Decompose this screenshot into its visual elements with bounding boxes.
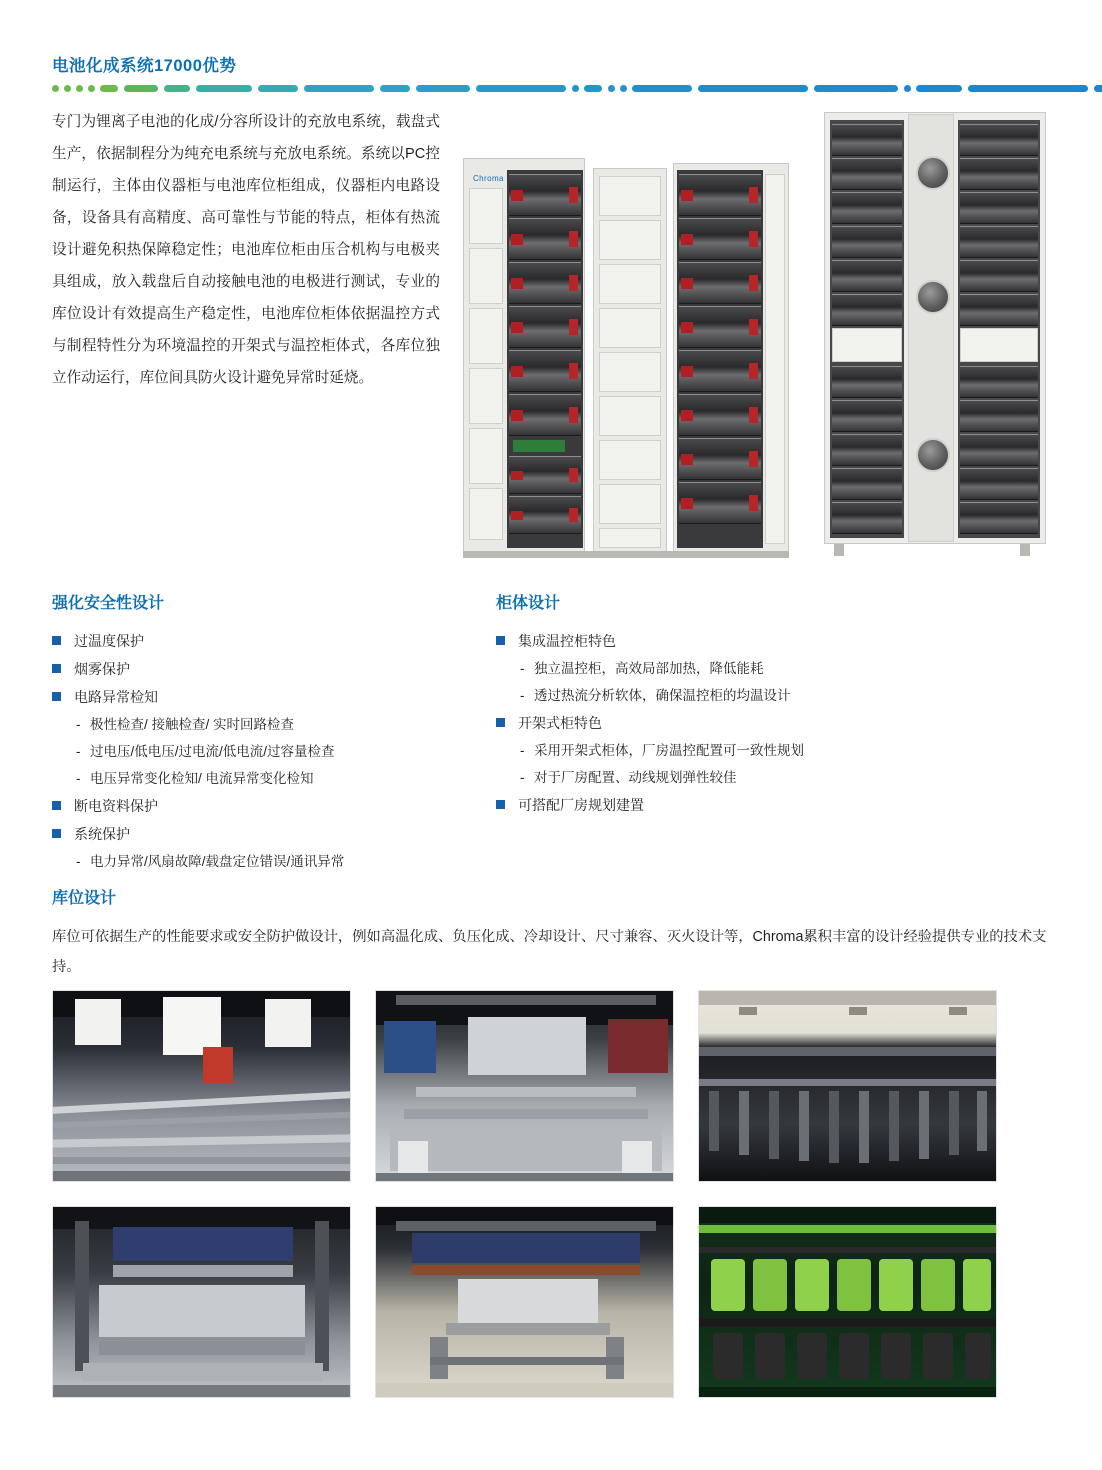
list-item: - 采用开架式柜体，厂房温控配置可一致性规划 — [496, 737, 966, 764]
hero-image-open-rack — [820, 108, 1050, 560]
cabinet-design-list — [496, 627, 966, 819]
list-item: 烟雾保护 — [52, 655, 482, 683]
list-item: - 透过热流分析软体，确保温控柜的均温设计 — [496, 682, 966, 709]
list-item: 过温度保护 — [52, 627, 482, 655]
photo-tray-conveyor-line — [52, 990, 351, 1182]
list-item: 可搭配厂房规划建置 — [496, 791, 966, 819]
cabinet-design-title: 柜体设计 — [496, 595, 561, 612]
photo-grid — [52, 990, 1052, 1398]
cabinet-brand-label: Chroma — [473, 174, 504, 183]
list-item: - 极性检查/ 接触检查/ 实时回路检查 — [52, 711, 482, 738]
safety-design-column — [52, 590, 482, 875]
list-item: 断电资料保护 — [52, 792, 482, 820]
storage-design-section — [52, 885, 1052, 982]
safety-design-list — [52, 627, 482, 875]
photo-press-mechanism-front — [52, 1206, 351, 1398]
photo-tray-loading-station — [375, 1206, 674, 1398]
list-item: - 独立温控柜，高效局部加热，降低能耗 — [496, 655, 966, 682]
list-item: 开架式柜特色 — [496, 709, 966, 737]
list-item: 系统保护 — [52, 820, 482, 848]
list-item: 集成温控柜特色 — [496, 627, 966, 655]
storage-design-title: 库位设计 — [52, 890, 117, 907]
list-item: - 对于厂房配置、动线规划弹性较佳 — [496, 764, 966, 791]
list-item: - 过电压/低电压/过电流/低电流/过容量检查 — [52, 738, 482, 765]
cabinet-design-column — [496, 590, 966, 819]
decorative-dot-rule — [52, 84, 1050, 92]
photo-electrode-fixture-array — [698, 990, 997, 1182]
photo-capacitor-board-green — [698, 1206, 997, 1398]
storage-design-body: 库位可依据生产的性能要求或安全防护做设计，例如高温化成、负压化成、冷却设计、尺寸兼容、灭火设计等，Chroma累积丰富的设计经验提供专业的技术支持。 — [52, 929, 1047, 975]
list-item: - 电压异常变化检知/ 电流异常变化检知 — [52, 765, 482, 792]
list-item: - 电力异常/风扇故障/载盘定位错误/通讯异常 — [52, 848, 482, 875]
safety-design-title: 强化安全性设计 — [52, 595, 165, 612]
intro-paragraph: 专门为锂离子电池的化成/分容所设计的充放电系统，载盘式生产，依据制程分为纯充电系统与充放电系统。系统以PC控制运行，主体由仪器柜与电池库位柜组成，仪器柜内电路设备，设备具有高精度、高可靠性与节能的特点，柜体有热流设计避免积热保障稳定性；电池库位柜由压合机构与电极夹具组成，放入载盘后自动接触电池的电极进行测试，专业的库位设计有效提高生产稳定性，电池库位柜体依据温控方式与制程特性分为环境温控的开架式与温控柜体式，各库位独立作动运行，库位间具防火设计避免异常时延烧。 — [52, 114, 440, 386]
hero-image-formation-system — [455, 108, 800, 560]
list-item: 电路异常检知 — [52, 683, 482, 711]
photo-cabinet-interior-rails — [375, 990, 674, 1182]
page-title: 电池化成系统17000优势 — [52, 57, 237, 75]
